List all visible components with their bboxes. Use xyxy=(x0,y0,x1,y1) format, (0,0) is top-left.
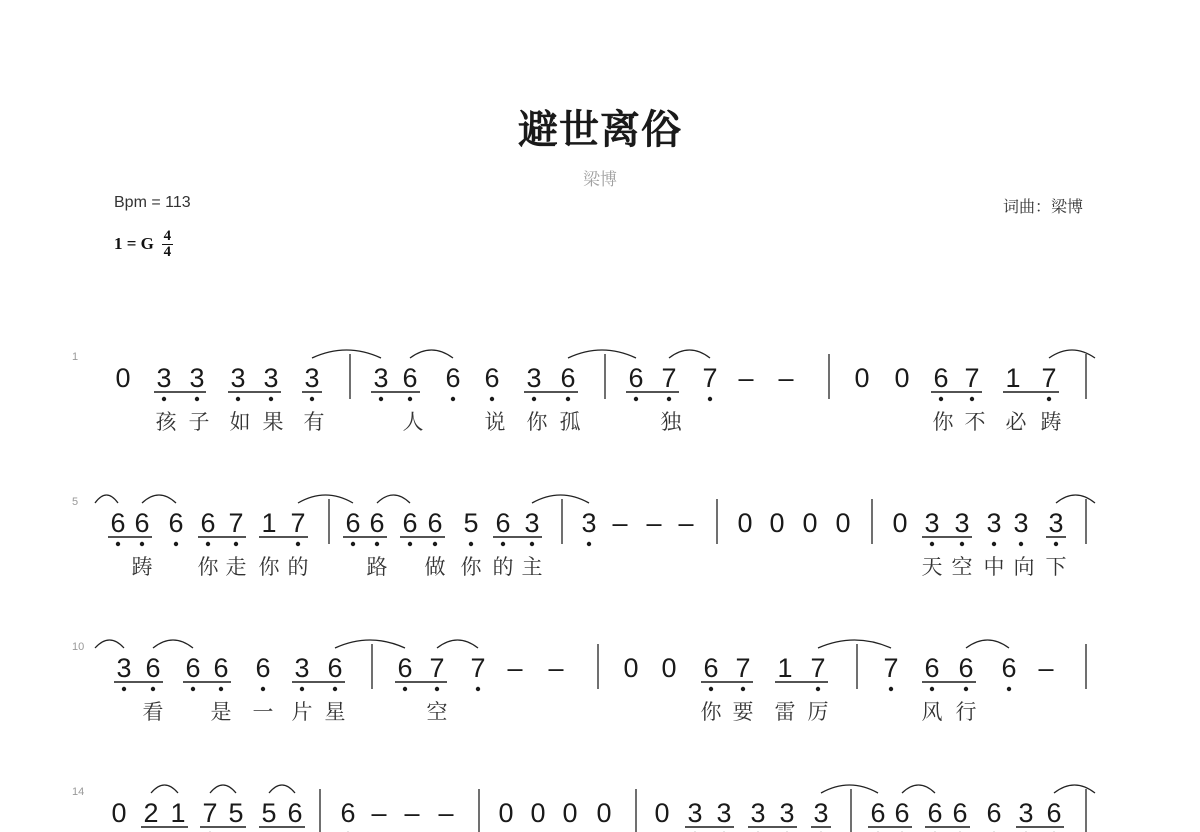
note: 6 xyxy=(1001,653,1017,683)
note: 6 xyxy=(933,363,949,393)
octave-dot xyxy=(351,542,355,546)
note: 7 xyxy=(228,508,244,538)
note: 3 xyxy=(750,798,766,828)
lyric-syllable: 你 xyxy=(526,410,548,434)
note: 0 xyxy=(623,653,639,683)
sustain-dash: – xyxy=(1038,653,1054,683)
sustain-dash: – xyxy=(438,798,454,828)
octave-dot xyxy=(300,687,304,691)
octave-dot xyxy=(1047,397,1051,401)
octave-dot xyxy=(532,397,536,401)
note: 7 xyxy=(202,798,218,828)
note: 6 xyxy=(894,798,910,828)
note: 3 xyxy=(116,653,132,683)
note: 3 xyxy=(526,363,542,393)
octave-dot xyxy=(741,687,745,691)
note: 6 xyxy=(870,798,886,828)
lyric-syllable: 你 xyxy=(700,700,722,724)
note: 3 xyxy=(189,363,205,393)
note: 6 xyxy=(145,653,161,683)
octave-dot xyxy=(122,687,126,691)
note: 6 xyxy=(340,798,356,828)
note: 6 xyxy=(958,653,974,683)
sustain-dash: – xyxy=(548,653,564,683)
lyric-syllable: 中 xyxy=(983,555,1005,579)
octave-dot xyxy=(566,397,570,401)
lyric-syllable: 的 xyxy=(287,555,309,579)
lyric-syllable: 是 xyxy=(210,700,232,724)
octave-dot xyxy=(375,542,379,546)
note: 0 xyxy=(892,508,908,538)
octave-dot xyxy=(816,687,820,691)
note: 3 xyxy=(813,798,829,828)
tie-arc xyxy=(818,640,891,648)
lyric-syllable: 果 xyxy=(262,410,284,434)
note: 6 xyxy=(445,363,461,393)
lyric-syllable: 下 xyxy=(1045,555,1067,579)
tie-arc xyxy=(966,640,1009,648)
octave-dot xyxy=(433,542,437,546)
lyric-syllable: 路 xyxy=(366,555,388,579)
octave-dot xyxy=(992,542,996,546)
note: 6 xyxy=(952,798,968,828)
tie-arc xyxy=(1056,495,1095,503)
note: 3 xyxy=(1048,508,1064,538)
note: 7 xyxy=(883,653,899,683)
note: 6 xyxy=(927,798,943,828)
note: 6 xyxy=(255,653,271,683)
lyric-syllable: 孤 xyxy=(559,410,581,434)
lyric-syllable: 主 xyxy=(521,555,543,579)
note: 3 xyxy=(263,363,279,393)
octave-dot xyxy=(310,397,314,401)
lyric-syllable: 向 xyxy=(1013,555,1035,579)
measure-number: 14 xyxy=(72,786,85,798)
note: 6 xyxy=(345,508,361,538)
octave-dot xyxy=(162,397,166,401)
note: 0 xyxy=(111,798,127,828)
octave-dot xyxy=(206,542,210,546)
credits-label: 词曲：梁博 xyxy=(1002,197,1083,216)
note: 6 xyxy=(986,798,1002,828)
tie-arc xyxy=(298,495,353,503)
tempo-label: Bpm = 113 xyxy=(114,194,191,211)
octave-dot xyxy=(708,397,712,401)
octave-dot xyxy=(269,397,273,401)
note: 7 xyxy=(290,508,306,538)
note: 6 xyxy=(287,798,303,828)
lyric-syllable: 星 xyxy=(324,700,346,724)
tie-arc xyxy=(568,350,636,358)
tie-arc xyxy=(335,640,405,648)
note: 6 xyxy=(560,363,576,393)
note: 5 xyxy=(228,798,244,828)
tie-arc xyxy=(669,350,710,358)
octave-dot xyxy=(889,687,893,691)
tie-arc xyxy=(153,640,193,648)
sustain-dash: – xyxy=(612,508,628,538)
sustain-dash: – xyxy=(507,653,523,683)
tie-arc xyxy=(312,350,381,358)
note: 0 xyxy=(835,508,851,538)
lyric-syllable: 说 xyxy=(484,410,506,434)
note: 3 xyxy=(156,363,172,393)
lyric-syllable: 空 xyxy=(426,700,448,724)
octave-dot xyxy=(333,687,337,691)
note: 1 xyxy=(170,798,186,828)
note: 0 xyxy=(562,798,578,828)
tie-arc xyxy=(410,350,453,358)
octave-dot xyxy=(530,542,534,546)
note: 6 xyxy=(369,508,385,538)
lyric-syllable: 要 xyxy=(732,700,754,724)
octave-dot xyxy=(667,397,671,401)
note: 6 xyxy=(924,653,940,683)
octave-dot xyxy=(1054,542,1058,546)
lyric-syllable: 踌 xyxy=(131,555,153,579)
octave-dot xyxy=(964,687,968,691)
measure-number: 5 xyxy=(72,496,79,508)
sustain-dash: – xyxy=(778,363,794,393)
note: 3 xyxy=(294,653,310,683)
lyric-syllable: 风 xyxy=(921,700,943,724)
note: 6 xyxy=(200,508,216,538)
tie-arc xyxy=(377,495,410,503)
octave-dot xyxy=(219,687,223,691)
time-signature-top: 4 xyxy=(163,227,172,244)
note: 6 xyxy=(185,653,201,683)
octave-dot xyxy=(939,397,943,401)
note: 6 xyxy=(495,508,511,538)
sustain-dash: – xyxy=(404,798,420,828)
artist-name: 梁博 xyxy=(583,170,617,190)
note: 0 xyxy=(737,508,753,538)
octave-dot xyxy=(408,542,412,546)
note: 3 xyxy=(1013,508,1029,538)
lyric-syllable: 走 xyxy=(225,555,247,579)
octave-dot xyxy=(403,687,407,691)
note: 6 xyxy=(402,508,418,538)
note: 6 xyxy=(110,508,126,538)
note: 0 xyxy=(498,798,514,828)
lyric-syllable: 看 xyxy=(142,700,164,724)
lyric-syllable: 雷 xyxy=(774,700,796,724)
note: 7 xyxy=(470,653,486,683)
octave-dot xyxy=(1019,542,1023,546)
octave-dot xyxy=(151,687,155,691)
octave-dot xyxy=(140,542,144,546)
note: 3 xyxy=(581,508,597,538)
lyric-syllable: 你 xyxy=(460,555,482,579)
lyric-syllable: 人 xyxy=(402,410,424,434)
lyric-syllable: 踌 xyxy=(1040,410,1062,434)
sustain-dash: – xyxy=(371,798,387,828)
note: 0 xyxy=(854,363,870,393)
note: 0 xyxy=(115,363,131,393)
note: 0 xyxy=(802,508,818,538)
sustain-dash: – xyxy=(738,363,754,393)
tie-arc xyxy=(151,785,178,793)
tie-arc xyxy=(1054,785,1095,793)
note: 7 xyxy=(429,653,445,683)
octave-dot xyxy=(435,687,439,691)
lyric-syllable: 你 xyxy=(258,555,280,579)
octave-dot xyxy=(634,397,638,401)
note: 0 xyxy=(894,363,910,393)
note: 5 xyxy=(261,798,277,828)
note: 6 xyxy=(402,363,418,393)
note: 7 xyxy=(702,363,718,393)
note: 3 xyxy=(954,508,970,538)
tie-arc xyxy=(269,785,295,793)
note: 6 xyxy=(1046,798,1062,828)
octave-dot xyxy=(501,542,505,546)
note: 7 xyxy=(964,363,980,393)
note: 7 xyxy=(661,363,677,393)
octave-dot xyxy=(296,542,300,546)
note: 3 xyxy=(1018,798,1034,828)
lyric-syllable: 有 xyxy=(303,410,325,434)
octave-dot xyxy=(960,542,964,546)
time-signature-bottom: 4 xyxy=(163,243,172,260)
tie-arc xyxy=(1049,350,1095,358)
lyric-syllable: 片 xyxy=(291,700,313,724)
lyric-syllable: 行 xyxy=(955,700,977,724)
octave-dot xyxy=(476,687,480,691)
note: 3 xyxy=(779,798,795,828)
note: 6 xyxy=(168,508,184,538)
note: 6 xyxy=(628,363,644,393)
tie-arc xyxy=(532,495,589,503)
octave-dot xyxy=(469,542,473,546)
lyric-syllable: 厉 xyxy=(807,700,829,724)
octave-dot xyxy=(261,687,265,691)
measure-number: 10 xyxy=(72,641,85,653)
note: 1 xyxy=(1005,363,1021,393)
measure-number: 1 xyxy=(72,351,79,363)
octave-dot xyxy=(1007,687,1011,691)
note: 6 xyxy=(213,653,229,683)
octave-dot xyxy=(587,542,591,546)
note: 6 xyxy=(134,508,150,538)
lyric-syllable: 你 xyxy=(197,555,219,579)
note: 0 xyxy=(661,653,677,683)
octave-dot xyxy=(174,542,178,546)
octave-dot xyxy=(116,542,120,546)
note: 3 xyxy=(986,508,1002,538)
lyric-syllable: 如 xyxy=(229,410,251,434)
octave-dot xyxy=(709,687,713,691)
note: 7 xyxy=(1041,363,1057,393)
octave-dot xyxy=(236,397,240,401)
lyric-syllable: 空 xyxy=(951,555,973,579)
note: 6 xyxy=(397,653,413,683)
octave-dot xyxy=(191,687,195,691)
note: 7 xyxy=(810,653,826,683)
note: 7 xyxy=(735,653,751,683)
lyric-syllable: 孩 xyxy=(155,410,177,434)
octave-dot xyxy=(970,397,974,401)
octave-dot xyxy=(490,397,494,401)
note: 3 xyxy=(687,798,703,828)
note: 3 xyxy=(524,508,540,538)
note: 1 xyxy=(261,508,277,538)
lyric-syllable: 不 xyxy=(964,410,986,434)
octave-dot xyxy=(451,397,455,401)
song-title: 避世离俗 xyxy=(518,107,682,153)
octave-dot xyxy=(195,397,199,401)
lyric-syllable: 子 xyxy=(188,410,210,434)
note: 3 xyxy=(716,798,732,828)
note: 3 xyxy=(230,363,246,393)
tie-arc xyxy=(437,640,478,648)
sustain-dash: – xyxy=(646,508,662,538)
note: 2 xyxy=(143,798,159,828)
note: 0 xyxy=(596,798,612,828)
note: 3 xyxy=(924,508,940,538)
note: 5 xyxy=(463,508,479,538)
note: 6 xyxy=(703,653,719,683)
octave-dot xyxy=(234,542,238,546)
sustain-dash: – xyxy=(678,508,694,538)
tie-arc xyxy=(95,495,118,503)
lyric-syllable: 独 xyxy=(660,410,682,434)
note: 3 xyxy=(304,363,320,393)
note: 6 xyxy=(427,508,443,538)
octave-dot xyxy=(930,687,934,691)
tie-arc xyxy=(821,785,878,793)
octave-dot xyxy=(408,397,412,401)
lyric-syllable: 必 xyxy=(1005,410,1027,434)
note: 0 xyxy=(530,798,546,828)
note: 3 xyxy=(373,363,389,393)
tie-arc xyxy=(210,785,236,793)
note: 1 xyxy=(777,653,793,683)
note: 0 xyxy=(769,508,785,538)
lyric-syllable: 做 xyxy=(424,555,446,579)
octave-dot xyxy=(930,542,934,546)
tie-arc xyxy=(95,640,124,648)
lyric-syllable: 的 xyxy=(492,555,514,579)
tie-arc xyxy=(902,785,935,793)
note: 6 xyxy=(484,363,500,393)
key-label: 1 = G xyxy=(114,234,154,253)
note: 0 xyxy=(654,798,670,828)
lyric-syllable: 天 xyxy=(921,555,943,579)
lyric-syllable: 你 xyxy=(932,410,954,434)
note: 6 xyxy=(327,653,343,683)
tie-arc xyxy=(142,495,176,503)
lyric-syllable: 一 xyxy=(252,700,274,724)
octave-dot xyxy=(379,397,383,401)
